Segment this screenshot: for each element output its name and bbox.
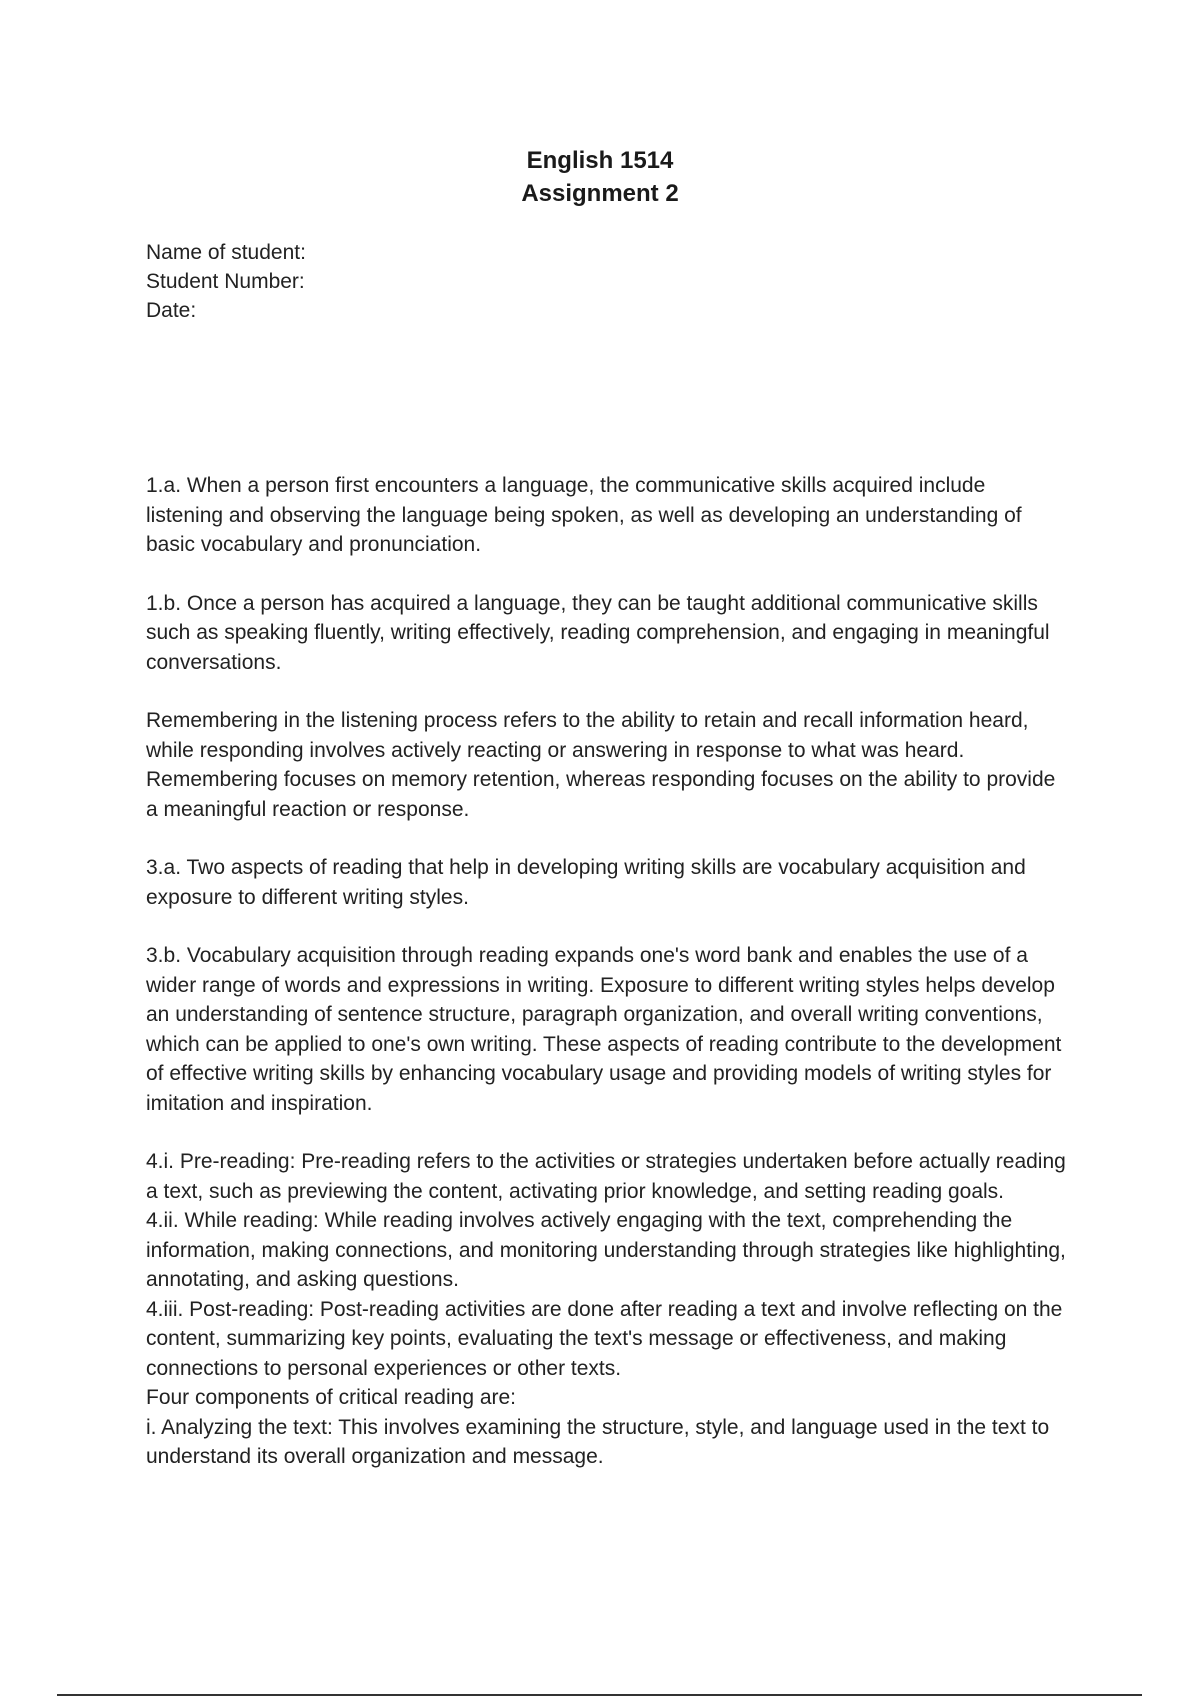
answer-1b: 1.b. Once a person has acquired a language, they can be taught additional communicative skills such as speaking fluently, writing effectively, reading comprehension, and engaging in meaningful conversations. [146,591,1050,674]
answers-body [146,471,1066,1472]
answer-1a: 1.a. When a person first encounters a language, the communicative skills acquired include listening and observing the language being spoken, as well as developing an understanding of basic vocabulary and pronunciation. [146,474,1022,556]
critical-reading-component-i: i. Analyzing the text: This involves examining the structure, style, and language used in the text to understand its overall organization and message. [146,1415,1050,1468]
answer-4i: 4.i. Pre-reading: Pre-reading refers to the activities or strategies undertaken before actually reading a text, such as previewing the content, activating prior knowledge, and setting reading goals. [146,1150,1066,1203]
critical-reading-intro: Four components of critical reading are: [146,1386,517,1409]
date-label: Date: [146,299,197,322]
student-name-label: Name of student: [146,241,306,264]
answer-3b: 3.b. Vocabulary acquisition through reading expands one's word bank and enables the use of a wider range of words and expressions in writing. Exposure to different writing styles helps develop an understanding of sentence structure, paragraph organization, and overall writing conventions, which can be applied to one's own writing. These aspects of reading contribute to the development of effective writing skills by enhancing vocabulary usage and providing models of writing styles for imitation and inspiration. [146,944,1062,1115]
student-number-label: Student Number: [146,270,305,293]
student-info [146,238,306,325]
answer-2: Remembering in the listening process refers to the ability to retain and recall information heard, while responding involves actively reacting or answering in response to what was heard. Remembering focuses on memory retention, whereas responding focuses on the ability to provide a meaningful reaction or response. [146,709,1056,821]
page-divider [57,1694,1142,1696]
answer-4ii: 4.ii. While reading: While reading involves actively engaging with the text, comprehending the information, making connections, and monitoring understanding through strategies like highlighting, annotating, and asking questions. [146,1209,1066,1291]
assignment-title: Assignment 2 [521,180,679,207]
answer-3a: 3.a. Two aspects of reading that help in developing writing skills are vocabulary acquisition and exposure to different writing styles. [146,856,1026,909]
answer-4iii: 4.iii. Post-reading: Post-reading activities are done after reading a text and involve reflecting on the content, summarizing key points, evaluating the text's message or effectiveness, and making connections to personal experiences or other texts. [146,1297,1063,1380]
document-title [0,144,1200,210]
course-title: English 1514 [526,147,674,174]
